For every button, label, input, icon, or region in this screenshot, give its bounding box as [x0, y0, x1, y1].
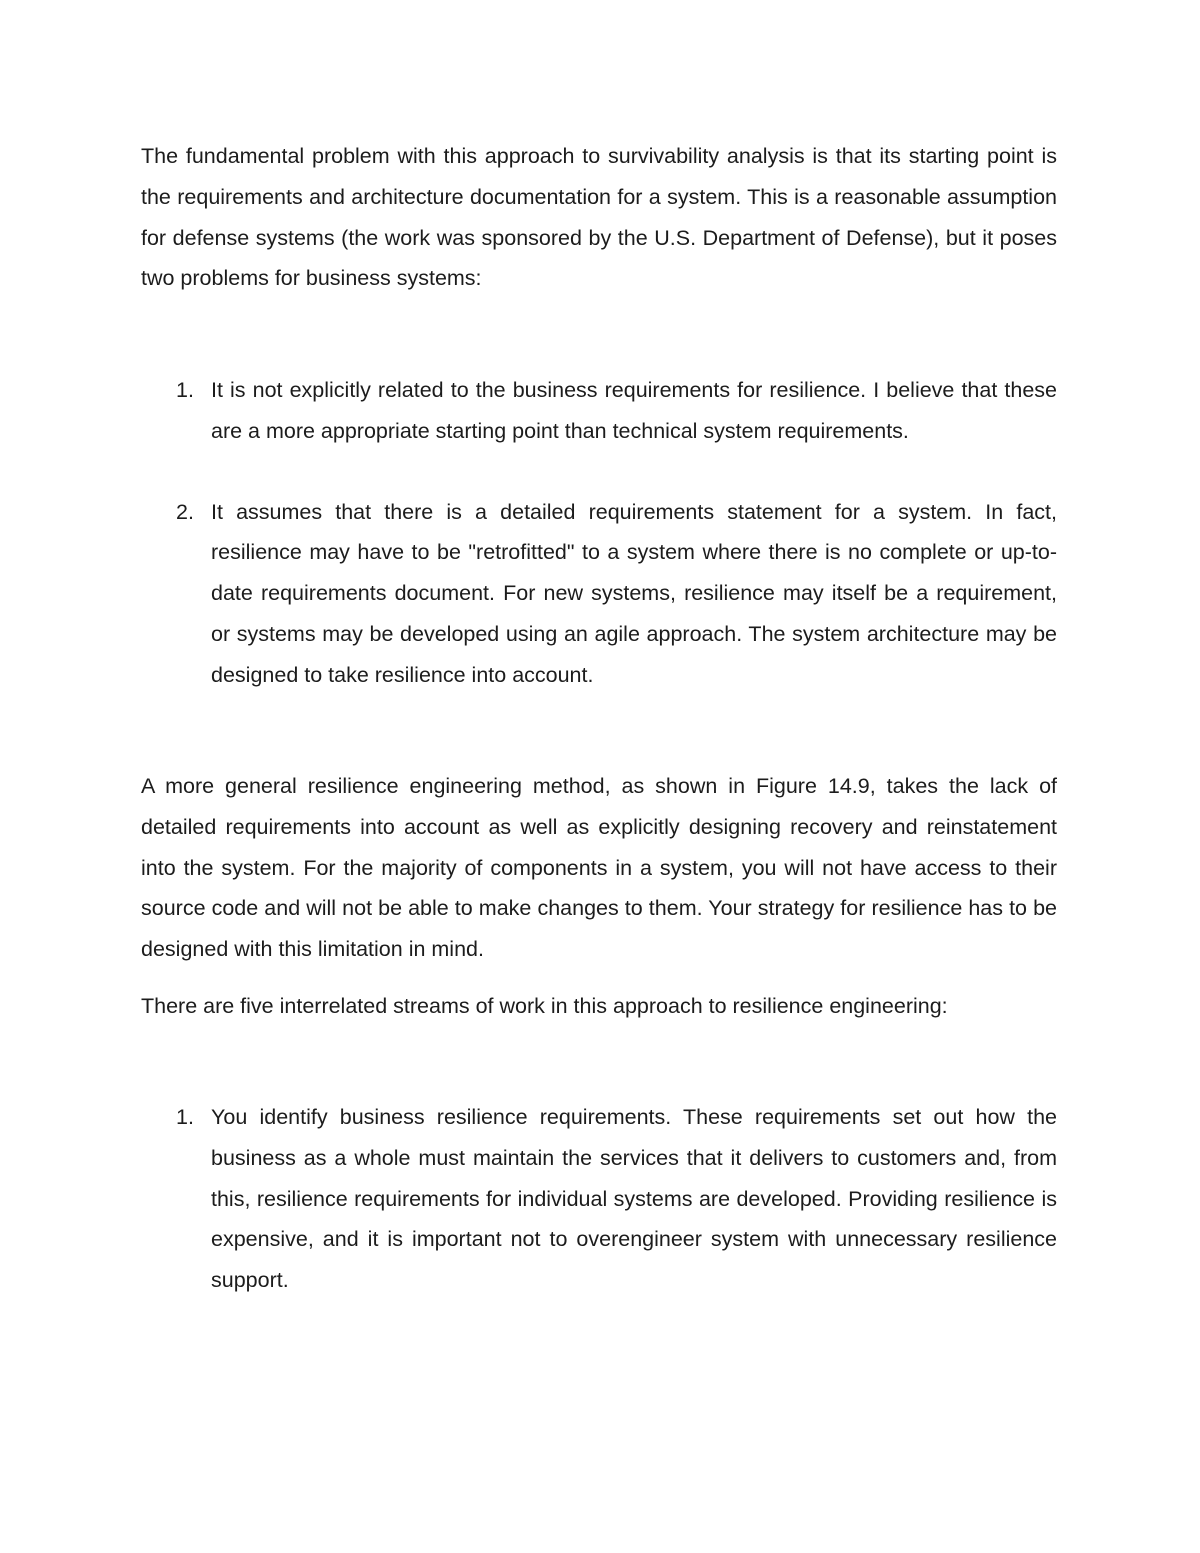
list-item-number: 2. — [176, 499, 194, 524]
list-item — [141, 492, 1057, 696]
list-item-text: It is not explicitly related to the business requirements for resilience. I believe that these are a more appropriate starting point than technical system requirements. — [211, 378, 1057, 443]
list-item-number: 1. — [176, 378, 194, 402]
list-item-text: You identify business resilience requirements. These requirements set out how the business as a whole must maintain the services that it delivers to customers and, from this, resilience requirements for individual systems are developed. Providing resilience is expensive, and it is important not to overengineer system with unnecessary resilience support. — [211, 1105, 1057, 1293]
list-item-number: 1. — [176, 1105, 194, 1129]
problems-list — [141, 370, 1057, 696]
streams-list — [141, 1097, 1057, 1301]
paragraph-survivability-problem: The fundamental problem with this approach to survivability analysis is that its starting point is the requirements and architecture documentation for a system. This is a reasonable assumption for defense systems (the work was sponsored by the U.S. Department of Defense), but it poses two problems for business systems: — [141, 144, 1057, 291]
paragraph-resilience-method: A more general resilience engineering method, as shown in Figure 14.9, takes the lack of detailed requirements into account as well as explicitly designing recovery and reinstatement into the system. For the majority of components in a system, you will not have access to their source code and will not be able to make changes to them. Your strategy for resilience has to be designed with this limitation in mind. — [141, 774, 1057, 962]
list-item-text: It assumes that there is a detailed requirements statement for a system. In fact, resilience may have to be "retrofitted" to a system where there is no complete or up-to-date requirements document. For new systems, resilience may itself be a requirement, or systems may be developed using an agile approach. The system architecture may be designed to take resilience into account. — [211, 499, 1057, 687]
paragraph-streams-intro: There are five interrelated streams of work in this approach to resilience engineering: — [141, 994, 948, 1018]
list-item — [141, 370, 1057, 452]
list-item — [141, 1097, 1057, 1301]
